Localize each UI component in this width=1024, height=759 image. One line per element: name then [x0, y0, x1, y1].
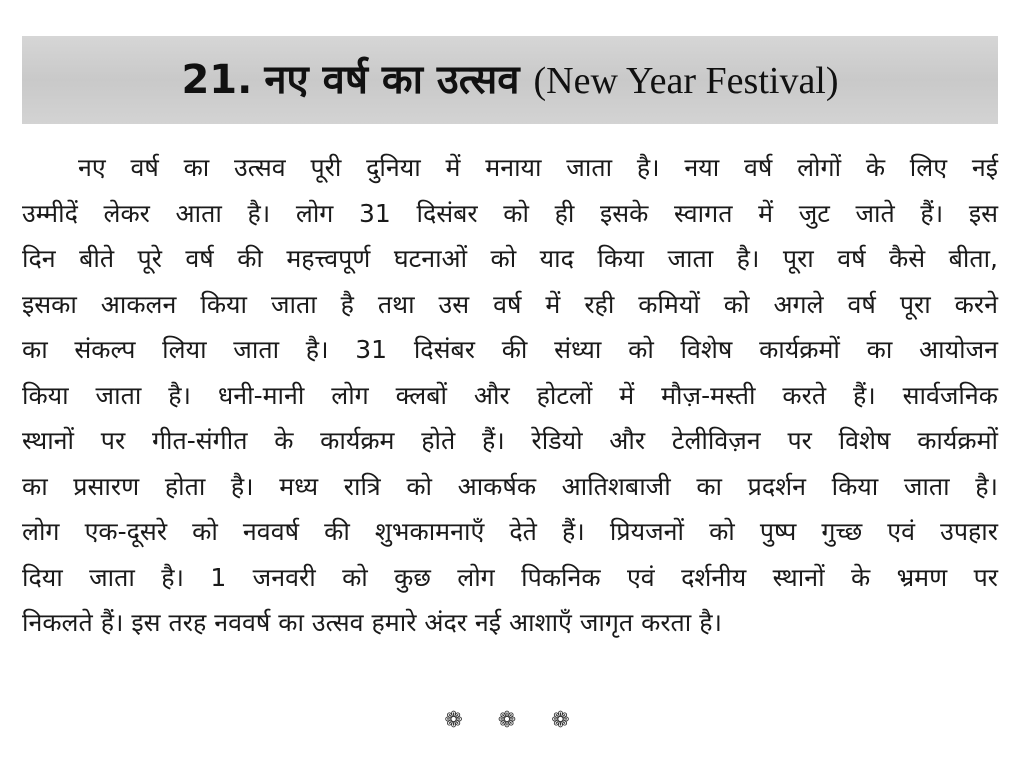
essay-line: का संकल्प लिया जाता है। 31 दिसंबर की संध्या को विशेष कार्यक्रमों का आयोजन: [22, 335, 998, 364]
title-hindi: नए वर्ष का उत्सव: [264, 57, 520, 103]
flower-ornament-icon: ❁: [444, 708, 473, 733]
essay-line: इसका आकलन किया जाता है तथा उस वर्ष में रही कमियों को अगले वर्ष पूरा करने: [22, 289, 998, 319]
title-english: (New Year Festival): [533, 60, 839, 102]
flower-ornament-icon: ❁: [551, 708, 580, 733]
essay-line: स्थानों पर गीत-संगीत के कार्यक्रम होते हैं। रेडियो और टेलीविज़न पर विशेष कार्यक्रमों: [22, 426, 998, 455]
essay-line: दिया जाता है। 1 जनवरी को कुछ लोग पिकनिक एवं दर्शनीय स्थानों के भ्रमण पर: [22, 562, 998, 592]
chapter-number: 21.: [181, 57, 253, 103]
essay-line: किया जाता है। धनी-मानी लोग क्लबों और होटलों में मौज़-मस्ती करते हैं। सार्वजनिक: [22, 380, 998, 410]
essay-line: का प्रसारण होता है। मध्य रात्रि को आकर्षक आतिशबाजी का प्रदर्शन किया जाता है।: [22, 471, 998, 501]
essay-line: लोग एक-दूसरे को नववर्ष की शुभकामनाएँ देते हैं। प्रियजनों को पुष्प गुच्छ एवं उपहार: [22, 517, 998, 546]
flower-ornament-icon: ❁: [497, 708, 527, 733]
page-title: [181, 57, 839, 103]
essay-line: उम्मीदें लेकर आता है। लोग 31 दिसंबर को ही इसके स्वागत में जुट जाते हैं। इस: [22, 198, 998, 228]
essay-paragraph: [22, 145, 998, 646]
essay-line: नए वर्ष का उत्सव पूरी दुनिया में मनाया जाता है। नया वर्ष लोगों के लिए नई: [78, 153, 998, 182]
essay-line: दिन बीते पूरे वर्ष की महत्त्वपूर्ण घटनाओं को याद किया जाता है। पूरा वर्ष कैसे बीता,: [22, 244, 998, 273]
section-end-ornaments: [0, 708, 1024, 733]
essay-line: निकलते हैं। इस तरह नववर्ष का उत्सव हमारे अंदर नई आशाएँ जागृत करता है।: [22, 608, 722, 637]
title-banner: [22, 36, 998, 124]
